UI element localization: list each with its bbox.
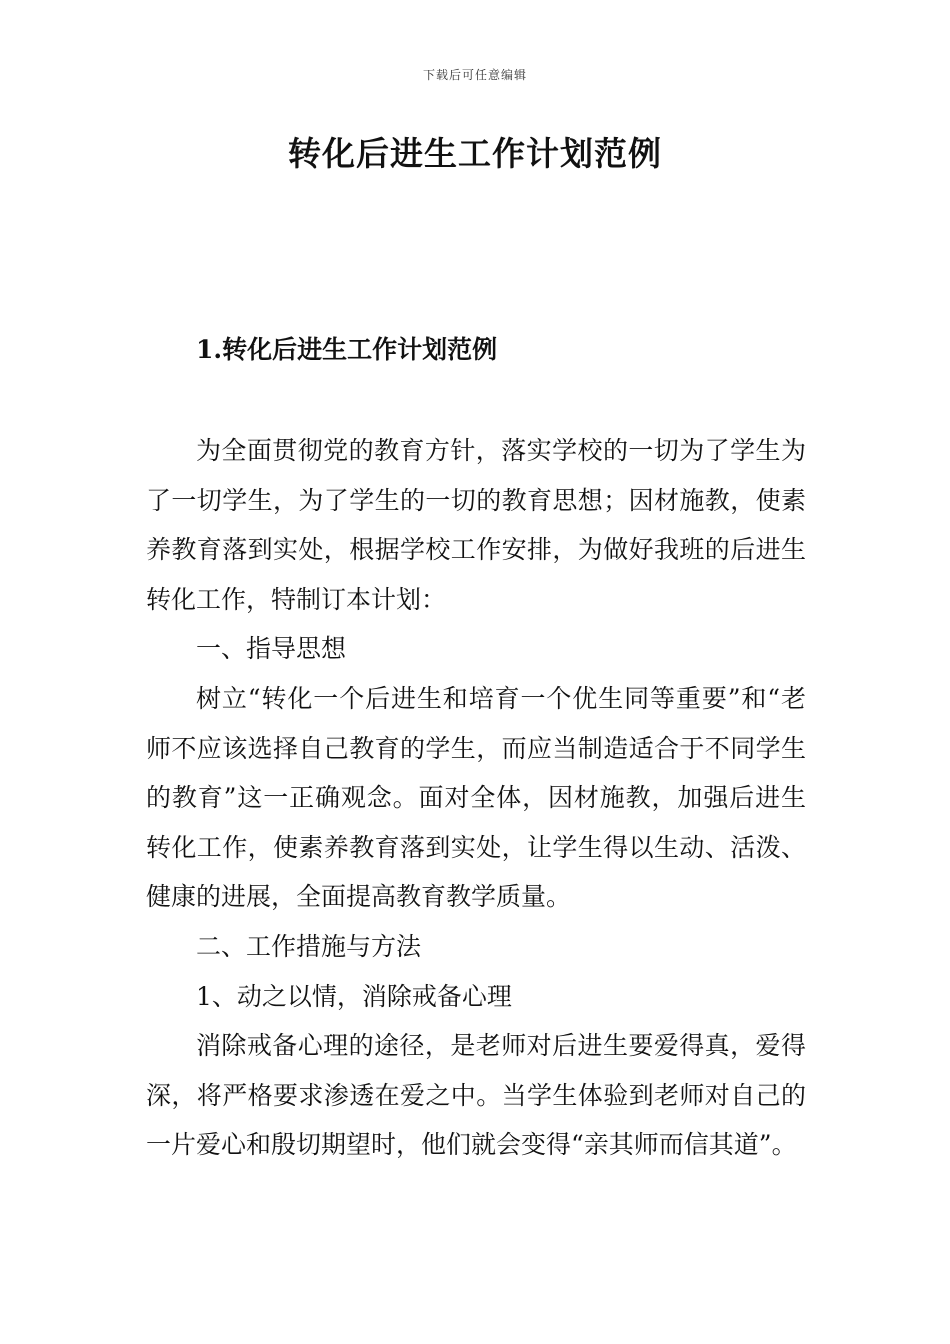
- measure-1-paragraph: 消除戒备心理的途径，是老师对后进生要爱得真，爱得深，将严格要求渗透在爱之中。当学生体验到老师对自己的一片爱心和殷切期望时，他们就会变得“亲其师而信其道”。: [146, 1031, 806, 1160]
- heading-guiding-ideology: 一、指导思想: [196, 634, 347, 664]
- intro-paragraph: 为全面贯彻党的教育方针，落实学校的一切为了学生为了一切学生，为了学生的一切的教育思想；因材施教，使素养教育落到实处，根据学校工作安排，为做好我班的后进生转化工作，特制订本计划：: [146, 436, 806, 614]
- document-title: 转化后进生工作计划范例: [288, 134, 662, 173]
- section-heading: 1.转化后进生工作计划范例: [196, 335, 498, 364]
- subheading-measure-1: 1、动之以情，消除戒备心理: [196, 981, 512, 1011]
- guiding-ideology-paragraph: 树立“转化一个后进生和培育一个优生同等重要”和“老师不应该选择自己教育的学生，而应当制造适合于不同学生的教育”这一正确观念。面对全体，因材施教，加强后进生转化工作，使素养教育落到实处，让学生得以生动、活泼、健康的进展，全面提高教育教学质量。: [146, 683, 806, 912]
- header-note: 下载后可任意编辑: [422, 68, 527, 82]
- heading-work-measures: 二、工作措施与方法: [196, 931, 422, 961]
- document-body: [146, 426, 806, 1170]
